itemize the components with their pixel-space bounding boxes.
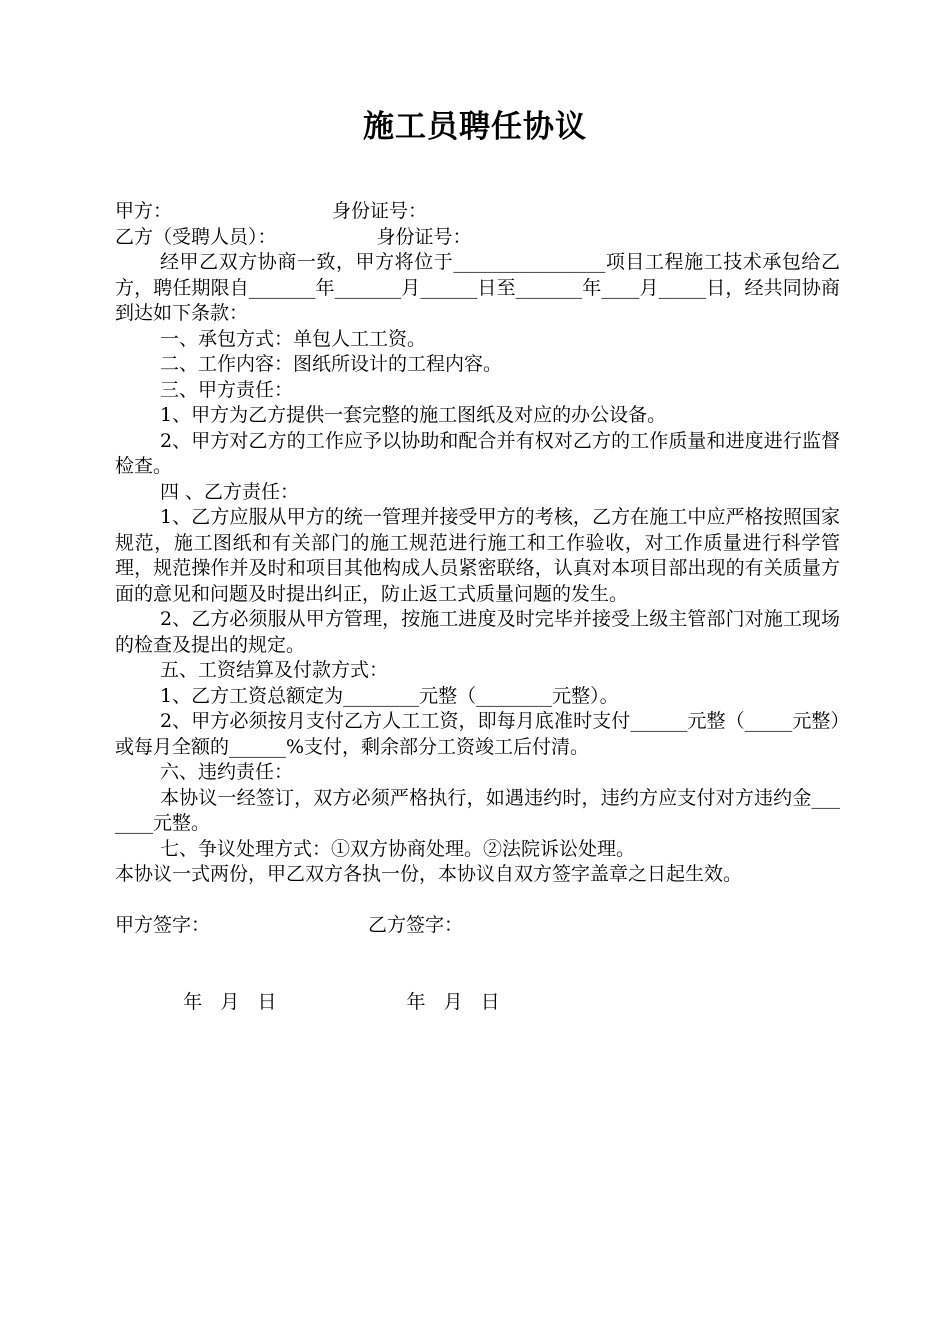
section-3-item-2: 2、甲方对乙方的工作应予以协助和配合并有权对乙方的工作质量和进度进行监督检查。 xyxy=(115,429,840,477)
party-a-signature-label: 甲方签字： xyxy=(115,914,211,936)
party-a-label: 甲方： xyxy=(115,200,173,222)
page-title: 施工员聘任协议 xyxy=(363,109,587,145)
section-5-item-2: 2、甲方必须按月支付乙方人工工资，即每月底准时支付______元整（_____元整）或每月全额的______%支付，剩余部分工资竣工后付清。 xyxy=(115,710,840,758)
section-7: 七、争议处理方式：①双方协商处理。②法院诉讼处理。 xyxy=(160,837,636,860)
spacer xyxy=(115,939,840,965)
section-4-item-2: 2、乙方必须服从甲方管理，按施工进度及时完毕并接受上级主管部门对施工现场的检查及提出的规定。 xyxy=(115,608,840,656)
intro-paragraph: 经甲乙双方协商一致，甲方将位于________________项目工程施工技术承包给乙方，聘任期限自_______年_______月______日至_______年____月_____日，经共同协商到达如下条款： xyxy=(115,251,840,324)
party-b-date: 年 月 日 xyxy=(406,990,500,1013)
party-b-id-label: 身份证号： xyxy=(376,225,472,248)
section-3-item-1: 1、甲方为乙方提供一套完整的施工图纸及对应的办公设备。 xyxy=(160,404,667,426)
party-b-label: 乙方（受聘人员）： xyxy=(115,225,277,248)
party-a-id-label: 身份证号： xyxy=(332,200,428,222)
signature-row xyxy=(115,913,840,939)
party-b-row xyxy=(115,225,840,251)
party-a-row xyxy=(115,199,840,225)
agreement-body xyxy=(115,199,840,1013)
section-2: 二、工作内容：图纸所设计的工程内容。 xyxy=(160,353,503,375)
closing-statement: 本协议一式两份，甲乙双方各执一份，本协议自双方签字盖章之日起生效。 xyxy=(115,863,743,885)
section-6-body: 本协议一经签订，双方必须严格执行，如遇违约时，违约方应支付对方违约金_______元整。 xyxy=(115,786,840,834)
section-3-heading: 三、甲方责任： xyxy=(160,378,294,401)
section-5-heading: 五、工资结算及付款方式： xyxy=(160,659,389,681)
party-a-date: 年 月 日 xyxy=(183,990,277,1013)
section-1: 一、承包方式：单包人工工资。 xyxy=(160,327,427,350)
section-4-item-1: 1、乙方应服从甲方的统一管理并接受甲方的考核，乙方在施工中应严格按照国家规范，施工图纸和有关部门的施工规范进行施工和工作验收，对工作质量进行科学管理，规范操作并及时和项目其他构成人员紧密联络，认真对本项目部出现的有关质量方面的意见和问题及时提出纠正，防止返工式质量问题的发生。 xyxy=(115,506,840,605)
section-4-heading: 四 、乙方责任： xyxy=(160,480,300,503)
spacer xyxy=(115,888,840,914)
section-5-item-1: 1、乙方工资总额定为________元整（________元整）。 xyxy=(160,684,619,707)
date-row xyxy=(115,964,840,1013)
party-b-signature-label: 乙方签字： xyxy=(368,914,464,936)
section-6-heading: 六、违约责任： xyxy=(160,761,294,783)
